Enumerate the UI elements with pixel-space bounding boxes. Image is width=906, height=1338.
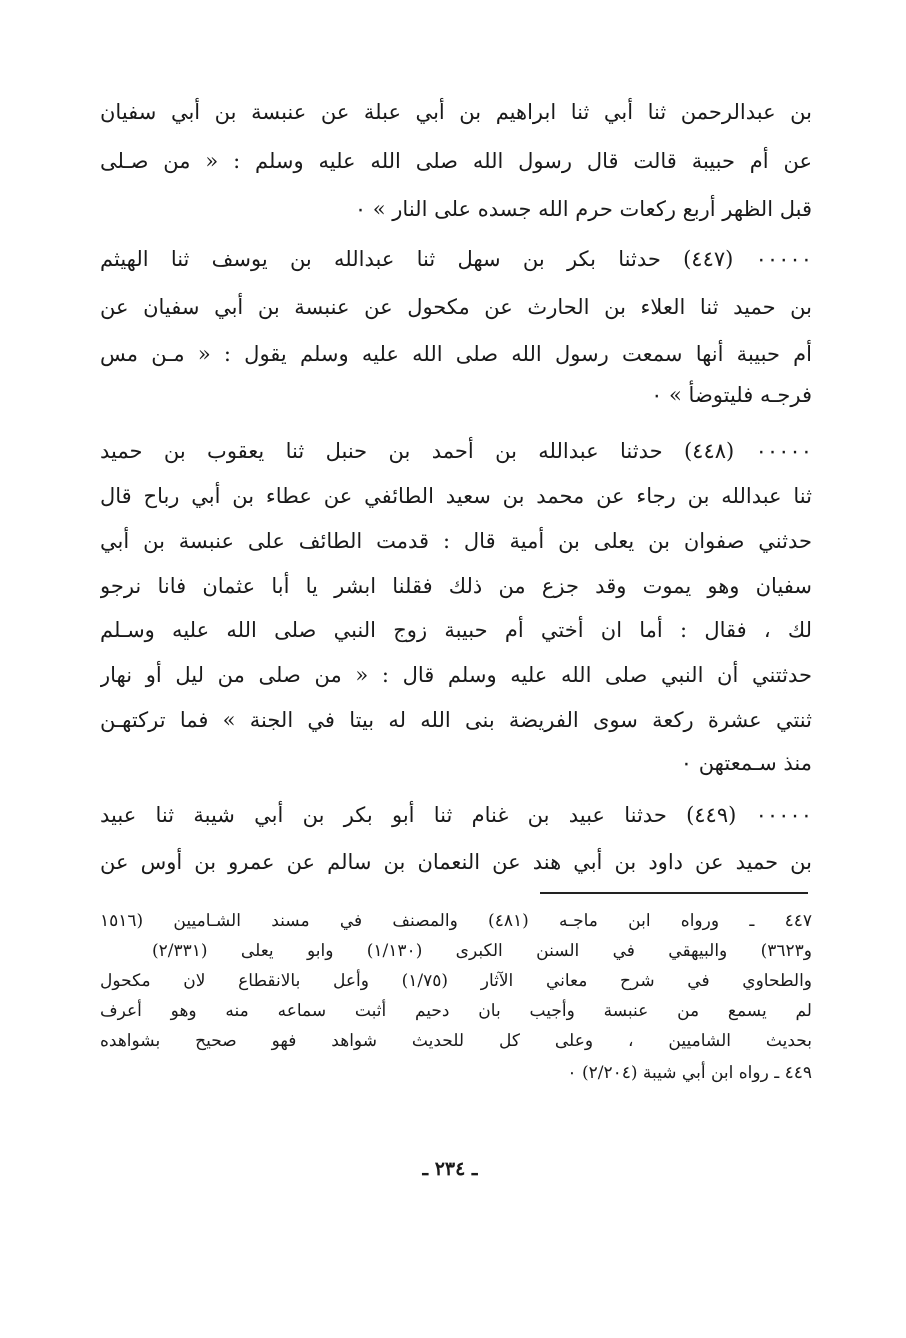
body-line: بن حميد عن داود بن أبي هند عن النعمان بن سالم عن عمرو بن أوس عن — [100, 850, 812, 874]
footnote-line: لم يسمع من عنبسة وأجيب بان دحيم أثبت سماعه منه وهو أعرف — [100, 1001, 812, 1021]
page-number: ـ ٢٣٤ ـ — [422, 1158, 478, 1180]
body-line: ثنا عبدالله بن رجاء عن محمد بن سعيد الطائفي عن عطاء بن أبي رباح قال — [100, 484, 812, 508]
body-line: سفيان وهو يموت وقد جزع من ذلك فقلنا ابشر يا أبا عثمان فانا نرجو — [100, 574, 812, 598]
body-line: حدثني صفوان بن يعلى بن أمية قال : قدمت الطائف على عنبسة بن أبي — [100, 529, 812, 553]
body-line: فرجـه فليتوضأ » ٠ — [651, 383, 812, 407]
footnote-447: ٤٤٧ ـ ورواه ابن ماجـه (٤٨١) والمصنف في مسند الشـاميين (١٥١٦ — [100, 911, 812, 931]
body-line: عن أم حبيبة قالت قال رسول الله صلى الله عليه وسلم : « من صـلى — [100, 149, 812, 173]
footnote-line: بحديث الشاميين ، وعلى كل للحديث شواهد فهو صحيح بشواهده — [100, 1031, 812, 1051]
body-line: بن عبدالرحمن ثنا أبي ثنا ابراهيم بن أبي عبلة عن عنبسة بن أبي سفيان — [100, 100, 812, 124]
footnote-separator — [540, 892, 808, 894]
hadith-449-start: ٠٠٠٠٠ (٤٤٩) حدثنا عبيد بن غنام ثنا أبو بكر بن أبي شيبة ثنا عبيد — [100, 803, 812, 827]
footnote-line: و٣٦٢٣) والبيهقي في السنن الكبرى (١/١٣٠) وابو يعلى (٢/٣٣١) — [152, 941, 812, 961]
body-line: ثنتي عشرة ركعة سوى الفريضة بنى الله له بيتا في الجنة » فما تركتهـن — [100, 708, 812, 732]
hadith-448-start: ٠٠٠٠٠ (٤٤٨) حدثنا عبدالله بن أحمد بن حنبل ثنا يعقوب بن حميد — [100, 439, 812, 463]
body-line: أم حبيبة أنها سمعت رسول الله صلى الله عليه وسلم يقول : « مـن مس — [100, 342, 812, 366]
footnote-449: ٤٤٩ ـ رواه ابن أبي شيبة (٢/٢٠٤) ٠ — [567, 1063, 812, 1083]
body-line: قبل الظهر أربع ركعات حرم الله جسده على النار » ٠ — [354, 197, 812, 221]
body-line: لك ، فقال : أما ان أختي أم حبيبة زوج النبي صلى الله عليه وسـلم — [100, 618, 812, 642]
body-line: بن حميد ثنا العلاء بن الحارث عن مكحول عن عنبسة بن أبي سفيان عن — [100, 295, 812, 319]
body-line: حدثتني أن النبي صلى الله عليه وسلم قال : « من صلى من ليل أو نهار — [100, 663, 812, 687]
hadith-447-start: ٠٠٠٠٠ (٤٤٧) حدثنا بكر بن سهل ثنا عبدالله بن يوسف ثنا الهيثم — [100, 247, 812, 271]
body-line: منذ سـمعتهن ٠ — [680, 751, 812, 775]
footnote-line: والطحاوي في شرح معاني الآثار (١/٧٥) وأعل بالانقطاع لان مكحول — [100, 971, 812, 991]
